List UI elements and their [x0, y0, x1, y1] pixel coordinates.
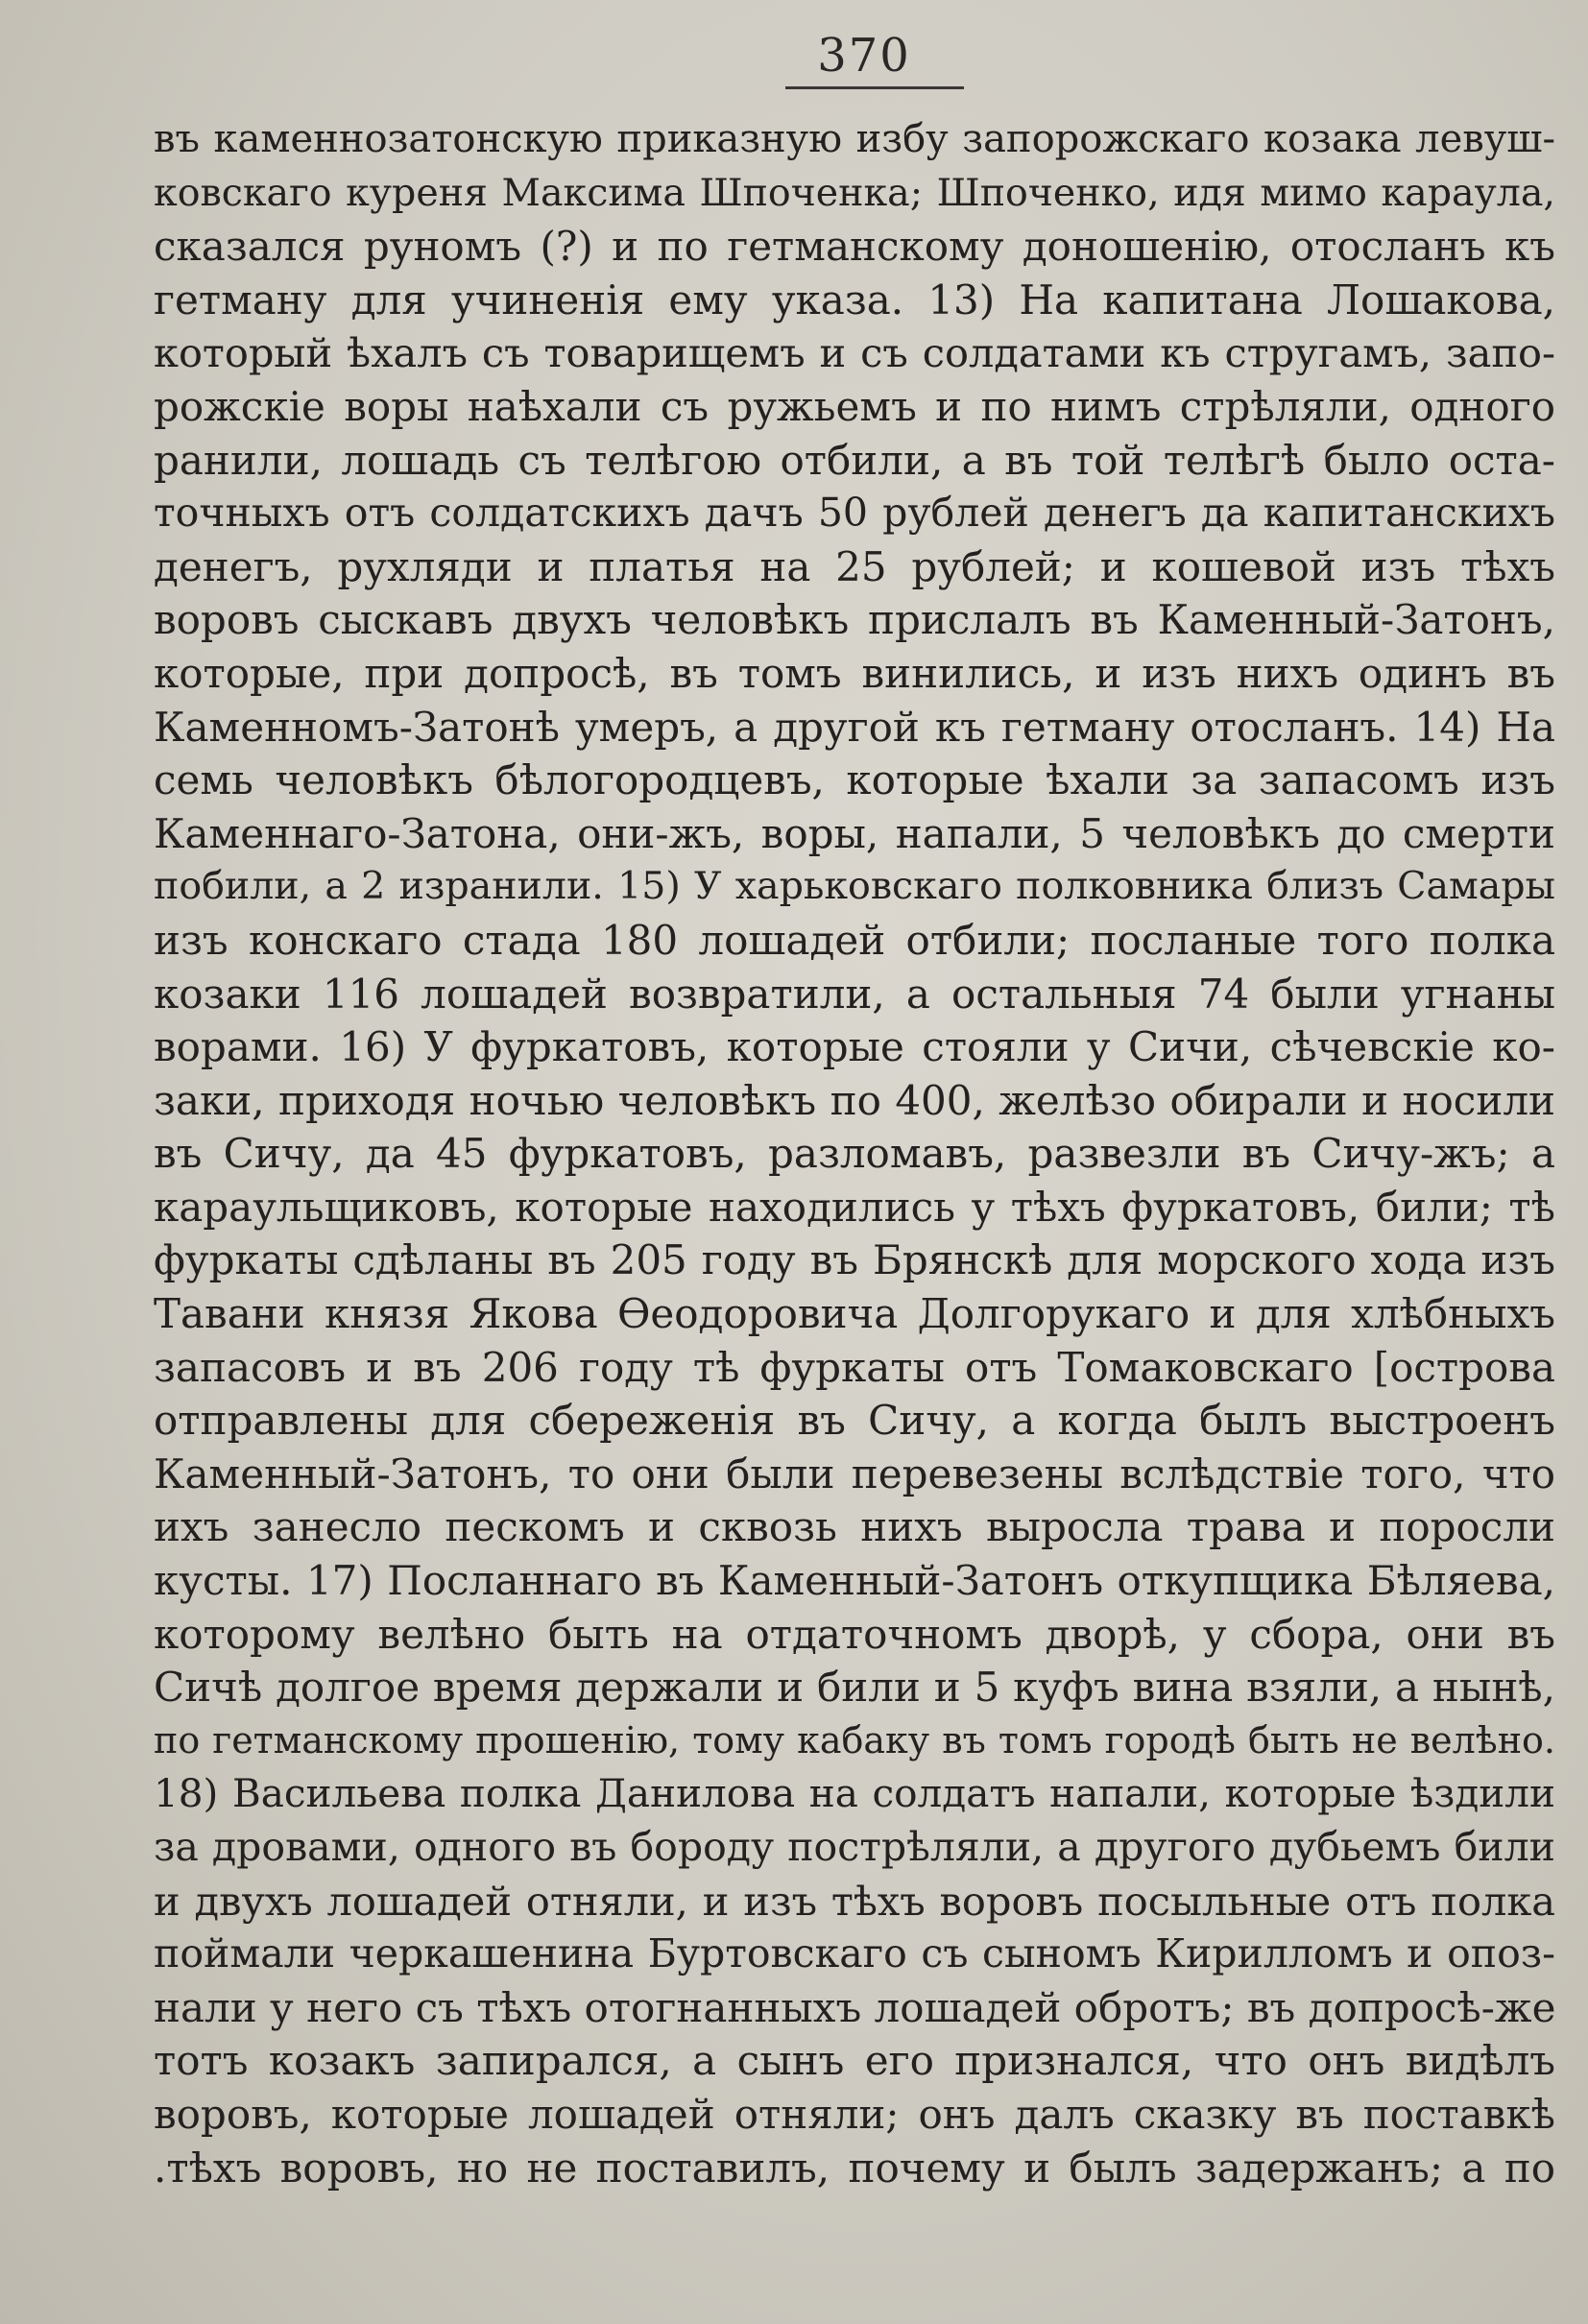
text-line: сказался руномъ (?) и по гетманскому доношенію, отосланъ къ	[154, 223, 1555, 271]
text-line: въ Сичу, да 45 фуркатовъ, разломавъ, развезли въ Сичу-жъ; а	[154, 1130, 1555, 1178]
text-line: нали у него съ тѣхъ отогнанныхъ лошадей обротъ; въ допросѣ-же	[154, 1983, 1555, 2031]
text-line: ихъ занесло пескомъ и сквозь нихъ выросла трава и поросли	[154, 1503, 1555, 1551]
text-line: запасовъ и въ 206 году тѣ фуркаты отъ Томаковскаго [острова	[154, 1343, 1555, 1391]
text-line: денегъ, рухляди и платья на 25 рублей; и кошевой изъ тѣхъ	[154, 542, 1555, 590]
text-line: въ каменнозатонскую приказную избу запорожскаго козака левуш-	[154, 117, 1555, 161]
text-line: за дровами, одного въ бороду пострѣляли, а другого дубьемъ били	[154, 1824, 1555, 1870]
text-line: и двухъ лошадей отняли, и изъ тѣхъ воровъ посыльные отъ полка	[154, 1877, 1555, 1925]
text-line: заки, приходя ночью человѣкъ по 400, желѣзо обирали и носили	[154, 1076, 1555, 1124]
text-line: которые, при допросѣ, въ томъ винились, и изъ нихъ одинъ въ	[154, 649, 1555, 697]
text-line: по гетманскому прошенію, тому кабаку въ томъ городѣ быть не велѣно.	[154, 1718, 1555, 1761]
text-line: гетману для учиненія ему указа. 13) На капитана Лошакова,	[154, 276, 1555, 323]
text-line: Сичѣ долгое время держали и били и 5 куфъ вина взяли, а нынѣ,	[154, 1664, 1555, 1712]
text-line: кусты. 17) Посланнаго въ Каменный-Затонъ откупщика Бѣляева,	[154, 1557, 1555, 1605]
text-line: ранили, лошадь съ телѣгою отбили, а въ той телѣгѣ было оста-	[154, 436, 1555, 484]
text-line: изъ конскаго стада 180 лошадей отбили; посланые того полка	[154, 916, 1555, 964]
text-line: тотъ козакъ запирался, а сынъ его признался, что онъ видѣлъ	[154, 2037, 1555, 2085]
text-line: рожскіе воры наѣхали съ ружьемъ и по нимъ стрѣляли, одного	[154, 382, 1555, 430]
text-line: которому велѣно быть на отдаточномъ дворѣ, у сбора, они въ	[154, 1610, 1555, 1658]
text-line: Каменный-Затонъ, то они были перевезены вслѣдствіе того, что	[154, 1450, 1555, 1497]
text-line: воровъ, которые лошадей отняли; онъ далъ сказку въ поставкѣ	[154, 2090, 1555, 2138]
text-line: караульщиковъ, которые находились у тѣхъ фуркатовъ, били; тѣ	[154, 1183, 1555, 1231]
text-line: воровъ сыскавъ двухъ человѣкъ прислалъ въ Каменный-Затонъ,	[154, 596, 1555, 644]
text-line: 18) Васильева полка Данилова на солдатъ напали, которые ѣздили	[154, 1770, 1555, 1817]
text-line: ворами. 16) У фуркатовъ, которые стояли у Сичи, сѣчевскіе ко-	[154, 1023, 1555, 1071]
text-line: отправлены для сбереженія въ Сичу, а когда былъ выстроенъ	[154, 1397, 1555, 1445]
text-line: побили, а 2 изранили. 15) У харьковскаго полковника близъ Самары	[154, 864, 1555, 909]
page-number: 370	[817, 29, 911, 83]
page-number-rule	[785, 86, 964, 89]
text-line: Тавани князя Якова Ѳеодоровича Долгорукаго и для хлѣбныхъ	[154, 1290, 1555, 1338]
text-line: Каменнаго-Затона, они-жъ, воры, напали, 5 человѣкъ до смерти	[154, 809, 1555, 857]
text-line: поймали черкашенина Буртовскаго съ сыномъ Кирилломъ и опоз-	[154, 1930, 1555, 1977]
body-text	[154, 113, 1555, 2194]
text-line: фуркаты сдѣланы въ 205 году въ Брянскѣ для морского хода изъ	[154, 1236, 1555, 1284]
text-line: который ѣхалъ съ товарищемъ и съ солдатами къ стругамъ, запо-	[154, 329, 1555, 377]
text-line: Каменномъ-Затонѣ умеръ, а другой къ гетману отосланъ. 14) На	[154, 703, 1555, 751]
text-line: семь человѣкъ бѣлогородцевъ, которые ѣхали за запасомъ изъ	[154, 756, 1555, 804]
text-line: козаки 116 лошадей возвратили, а остальныя 74 были угнаны	[154, 970, 1555, 1018]
text-line: .тѣхъ воровъ, но не поставилъ, почему и былъ задержанъ; а по	[154, 2144, 1555, 2192]
text-line: точныхъ отъ солдатскихъ дачъ 50 рублей денегъ да капитанскихъ	[154, 490, 1555, 537]
text-line: ковскаго куреня Максима Шпоченка; Шпоченко, идя мимо караула,	[154, 170, 1555, 215]
